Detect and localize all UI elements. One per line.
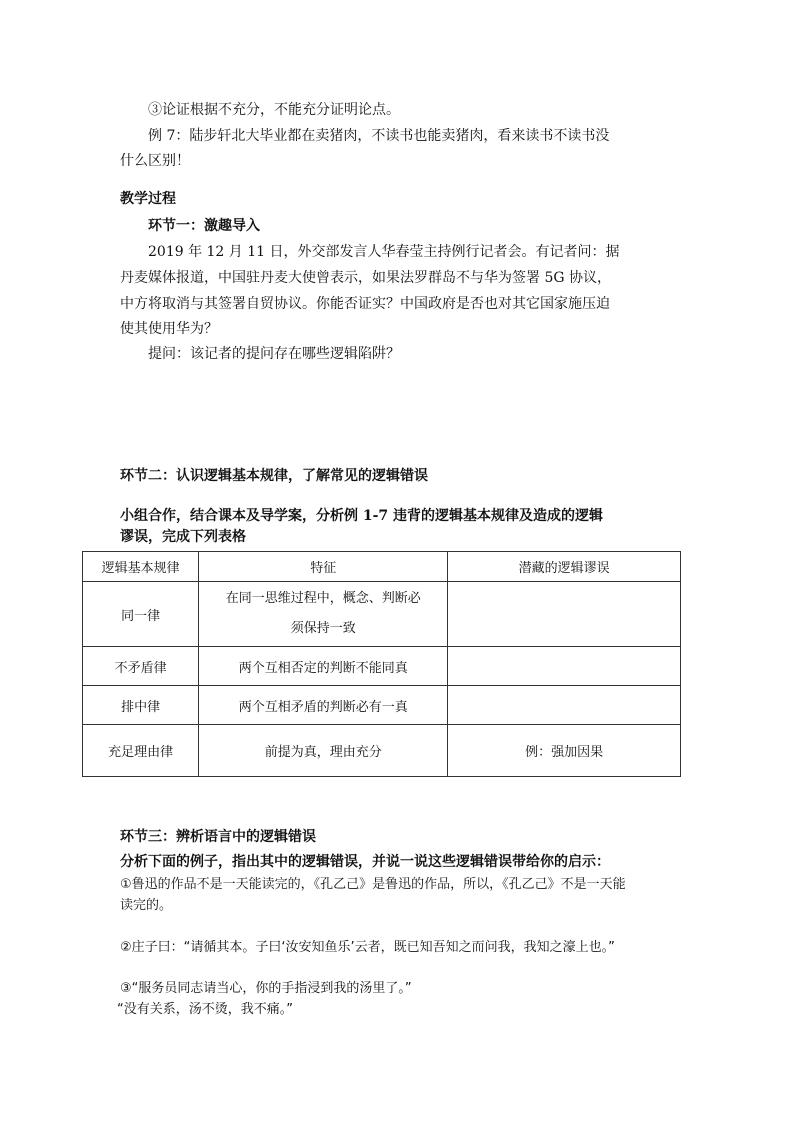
example-1-line-1: ①鲁迅的作品不是一天能读完的，《孔乙己》是鲁迅的作品，所以，《孔乙己》不是一天能 <box>120 877 626 892</box>
feature-line: 须保持一致 <box>290 621 356 636</box>
step-1-paragraph-line-3: 中方将取消与其签署自贸协议。你能否证实？中国政府是否也对其它国家施压迫 <box>120 296 610 312</box>
example-7-line-2: 什么区别！ <box>120 153 190 169</box>
table-header-fallacy: 潜藏的逻辑谬误 <box>448 552 681 582</box>
table-row <box>83 647 681 686</box>
table-header-feature: 特征 <box>199 552 448 582</box>
example-7-line-1: 例 7：陆步轩北大毕业都在卖猪肉，不读书也能卖猪肉，看来读书不读书没 <box>148 128 610 144</box>
logic-laws-table <box>82 551 681 777</box>
table-row <box>83 582 681 647</box>
section-heading: 教学过程 <box>120 191 176 207</box>
fallacy-cell[interactable] <box>448 582 681 647</box>
table-header-row <box>83 552 681 582</box>
law-cell: 同一律 <box>83 582 199 647</box>
law-cell: 排中律 <box>83 686 199 725</box>
step-3-title: 环节三：辨析语言中的逻辑错误 <box>120 829 316 845</box>
law-cell: 充足理由律 <box>83 725 199 777</box>
feature-cell: 两个互相否定的判断不能同真 <box>199 647 448 686</box>
feature-cell: 两个互相矛盾的判断必有一真 <box>199 686 448 725</box>
example-3-line-2: “没有关系，汤不烫，我不痛。” <box>117 1002 293 1017</box>
table-header-law: 逻辑基本规律 <box>83 552 199 582</box>
step-1-paragraph-line-2: 丹麦媒体报道，中国驻丹麦大使曾表示，如果法罗群岛不与华为签署 5G 协议， <box>120 270 611 286</box>
step-2-title: 环节二：认识逻辑基本规律，了解常见的逻辑错误 <box>120 468 428 484</box>
fallacy-cell[interactable]: 例：强加因果 <box>448 725 681 777</box>
feature-cell: 前提为真，理由充分 <box>199 725 448 777</box>
table-row <box>83 686 681 725</box>
step-1-title: 环节一：激趣导入 <box>148 218 260 234</box>
step-2-task-line-1: 小组合作，结合课本及导学案，分析例 1-7 违背的逻辑基本规律及造成的逻辑 <box>120 508 604 524</box>
feature-cell <box>199 582 448 647</box>
example-2: ②庄子曰：“请循其本。子曰‘汝安知鱼乐’云者，既已知吾知之而问我，我知之濠上也。” <box>120 940 615 955</box>
step-1-paragraph-line-1: 2019 年 12 月 11 日，外交部发言人华春莹主持例行记者会。有记者问：据 <box>148 244 620 260</box>
step-1-question: 提问：该记者的提问存在哪些逻辑陷阱？ <box>148 346 400 362</box>
fallacy-cell[interactable] <box>448 647 681 686</box>
law-cell: 不矛盾律 <box>83 647 199 686</box>
example-1-line-2: 读完的。 <box>120 898 173 913</box>
step-1-paragraph-line-4: 使其使用华为？ <box>120 321 218 337</box>
fallacy-cell[interactable] <box>448 686 681 725</box>
point-3: ③论证根据不充分，不能充分证明论点。 <box>148 102 400 118</box>
step-3-task: 分析下面的例子，指出其中的逻辑错误，并说一说这些逻辑错误带给你的启示： <box>120 854 610 870</box>
table-row <box>83 725 681 777</box>
feature-line: 在同一思维过程中，概念、判断必 <box>225 591 421 606</box>
example-3-line-1: ③“服务员同志请当心，你的手指浸到我的汤里了。” <box>120 981 412 996</box>
step-2-task-line-2: 谬误，完成下列表格 <box>120 529 246 545</box>
